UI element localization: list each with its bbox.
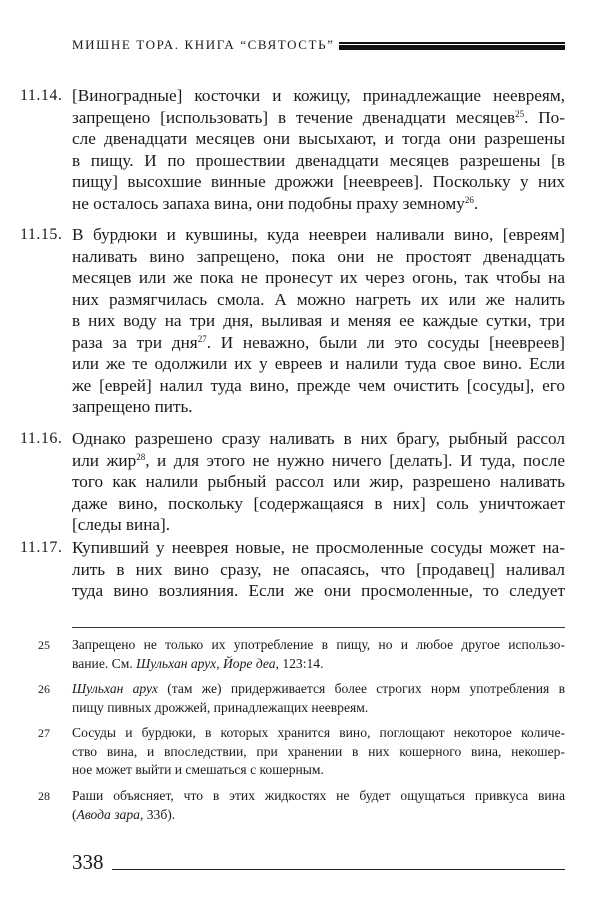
text-segment: же [еврей] налил туда вино, прежде чем очистить [сосуды], его (72, 375, 565, 395)
footnote-ref: 26 (464, 194, 474, 205)
footnote-divider (72, 627, 565, 628)
italic-title: Шульхан арух (72, 681, 158, 696)
text-line (72, 332, 565, 354)
text-line (72, 353, 565, 375)
running-header (72, 36, 565, 54)
footnote-number: 26 (38, 682, 50, 696)
header-title: МИШНЕ ТОРА. КНИГА “СВЯТОСТЬ” (72, 37, 335, 52)
text-segment: ное может выйти и смешаться с кошерным. (72, 762, 324, 778)
text-segment: (там же) придерживается более строгих норм употребления в (157, 681, 565, 696)
text-line (72, 680, 565, 699)
text-segment: . (473, 193, 479, 213)
text-segment: ( (72, 806, 77, 822)
text-line (72, 428, 565, 450)
footnote-ref: 27 (197, 333, 207, 344)
footnote-number: 28 (38, 789, 50, 803)
header-rule (339, 42, 565, 51)
text-line (72, 724, 565, 743)
text-segment: Запрещено не только их употребление в пищу, но и любое другое использо- (72, 637, 565, 652)
text-line (72, 787, 565, 806)
paragraph-number: 11.17. (20, 539, 63, 556)
paragraph-body (72, 428, 565, 536)
footer-rule (112, 869, 566, 871)
text-line (72, 699, 565, 718)
italic-title: Авода зара (76, 806, 140, 822)
text-line (72, 537, 565, 559)
text-segment: даже вино, поскольку [содержащаяся в них] соль уничтожает (72, 493, 565, 513)
paragraph-body (72, 85, 565, 214)
italic-title: Йоре деа (222, 655, 276, 671)
page-number: 338 (72, 850, 104, 874)
text-line (72, 636, 565, 655)
paragraph-number: 11.15. (20, 226, 63, 243)
text-line (72, 128, 565, 150)
text-segment: , 123:14. (275, 655, 324, 671)
text-segment: или же те одолжили их у евреев и налили туда свое вино. Если (72, 354, 565, 373)
text-line (72, 450, 565, 472)
text-segment: лить в них вино сразу, не опасаясь, что [продавец] наливал (72, 559, 565, 579)
paragraph-number: 11.16. (20, 430, 63, 447)
text-segment: Купивший у нееврея новые, не просмоленные сосуды может на- (72, 538, 565, 557)
text-line (72, 471, 565, 493)
text-segment: того как налили рыбный рассол или жир, разрешено наливать (72, 472, 565, 491)
text-line (72, 493, 565, 515)
text-segment: В бурдюки и кувшины, куда неевреи наливали вино, [евреям] (72, 225, 565, 244)
text-line (72, 559, 565, 581)
text-line (72, 375, 565, 397)
text-segment: наливать вино запрещено, пока они не простоят двенадцать (72, 246, 565, 266)
text-line (72, 193, 565, 215)
text-segment: или жир (72, 450, 137, 470)
text-segment: , (216, 655, 223, 671)
text-segment: них размягчилась смола. А можно нагреть их или же налить (72, 289, 565, 309)
page-footer (72, 850, 565, 874)
text-segment: запрещено пить. (72, 397, 193, 416)
text-segment: . По- (524, 107, 565, 127)
text-segment: пищу] высохшие винные дрожжи [неевреев]. Поскольку у них (72, 172, 565, 191)
footnote-number: 27 (38, 726, 50, 740)
text-line (72, 150, 565, 172)
footnote-ref: 28 (136, 451, 146, 462)
text-segment: Раши объясняет, что в этих жидкостях не будет ощущаться привкуса вина (72, 788, 565, 803)
paragraph-number: 11.14. (20, 87, 63, 104)
footnote-body (72, 787, 565, 824)
text-line (72, 171, 565, 193)
text-segment: раза за три дня (72, 332, 198, 352)
text-segment: пищу пивных дрожжей, принадлежащих неевреям. (72, 699, 369, 715)
text-line (72, 246, 565, 268)
text-line (72, 396, 565, 418)
footnote-body (72, 636, 565, 673)
text-line (72, 267, 565, 289)
text-segment: месяцев или же пока не пронесут их через огонь, так чтобы на (72, 268, 565, 287)
text-line (72, 655, 565, 674)
text-segment: сле двенадцати месяцев они высыхают, и тогда они разрешены (72, 129, 565, 148)
text-segment: вание. См. (72, 655, 137, 671)
text-line (72, 224, 565, 246)
text-segment: в них воду на три дня, выливая и меняя ее каждые сутки, три (72, 311, 565, 330)
paragraph-body (72, 537, 565, 602)
text-segment: , 33б). (139, 806, 176, 822)
text-segment: не осталось запаха вина, они подобны праху земному (72, 193, 465, 213)
text-segment: Сосуды и бурдюки, в которых хранится вино, поглощают некоторое количе- (72, 725, 565, 740)
text-line (72, 289, 565, 311)
footnote-ref: 25 (515, 108, 525, 119)
text-segment: запрещено [использовать] в течение двенадцати месяцев (72, 107, 516, 127)
text-segment: , и для этого не нужно ничего [делать]. И туда, после (145, 450, 566, 470)
text-line (72, 743, 565, 762)
text-segment: туда вино возлияния. Если же они просмоленные, то следует (72, 581, 565, 600)
text-segment: [следы вина]. (72, 515, 171, 534)
text-line (72, 806, 565, 825)
text-segment: ство вина, и впоследствии, при хранении в них кошерного вина, некошер- (72, 743, 565, 759)
italic-title: Шульхан арух (136, 655, 217, 671)
text-segment: в пищу. И по прошествии двенадцати месяцев разрешены [в (72, 150, 565, 170)
paragraph-body (72, 224, 565, 418)
footnote-body (72, 680, 565, 717)
text-line (72, 514, 565, 536)
text-line (72, 85, 565, 107)
text-segment: Однако разрешено сразу наливать в них брагу, рыбный рассол (72, 429, 565, 448)
footnote-body (72, 724, 565, 780)
text-line (72, 310, 565, 332)
text-segment: . И неважно, были ли это сосуды [неевреев] (206, 332, 565, 352)
text-line (72, 107, 565, 129)
text-line (72, 761, 565, 780)
text-line (72, 580, 565, 602)
text-segment: [Виноградные] косточки и кожицу, принадлежащие неевреям, (72, 86, 565, 105)
footnote-number: 25 (38, 638, 50, 652)
